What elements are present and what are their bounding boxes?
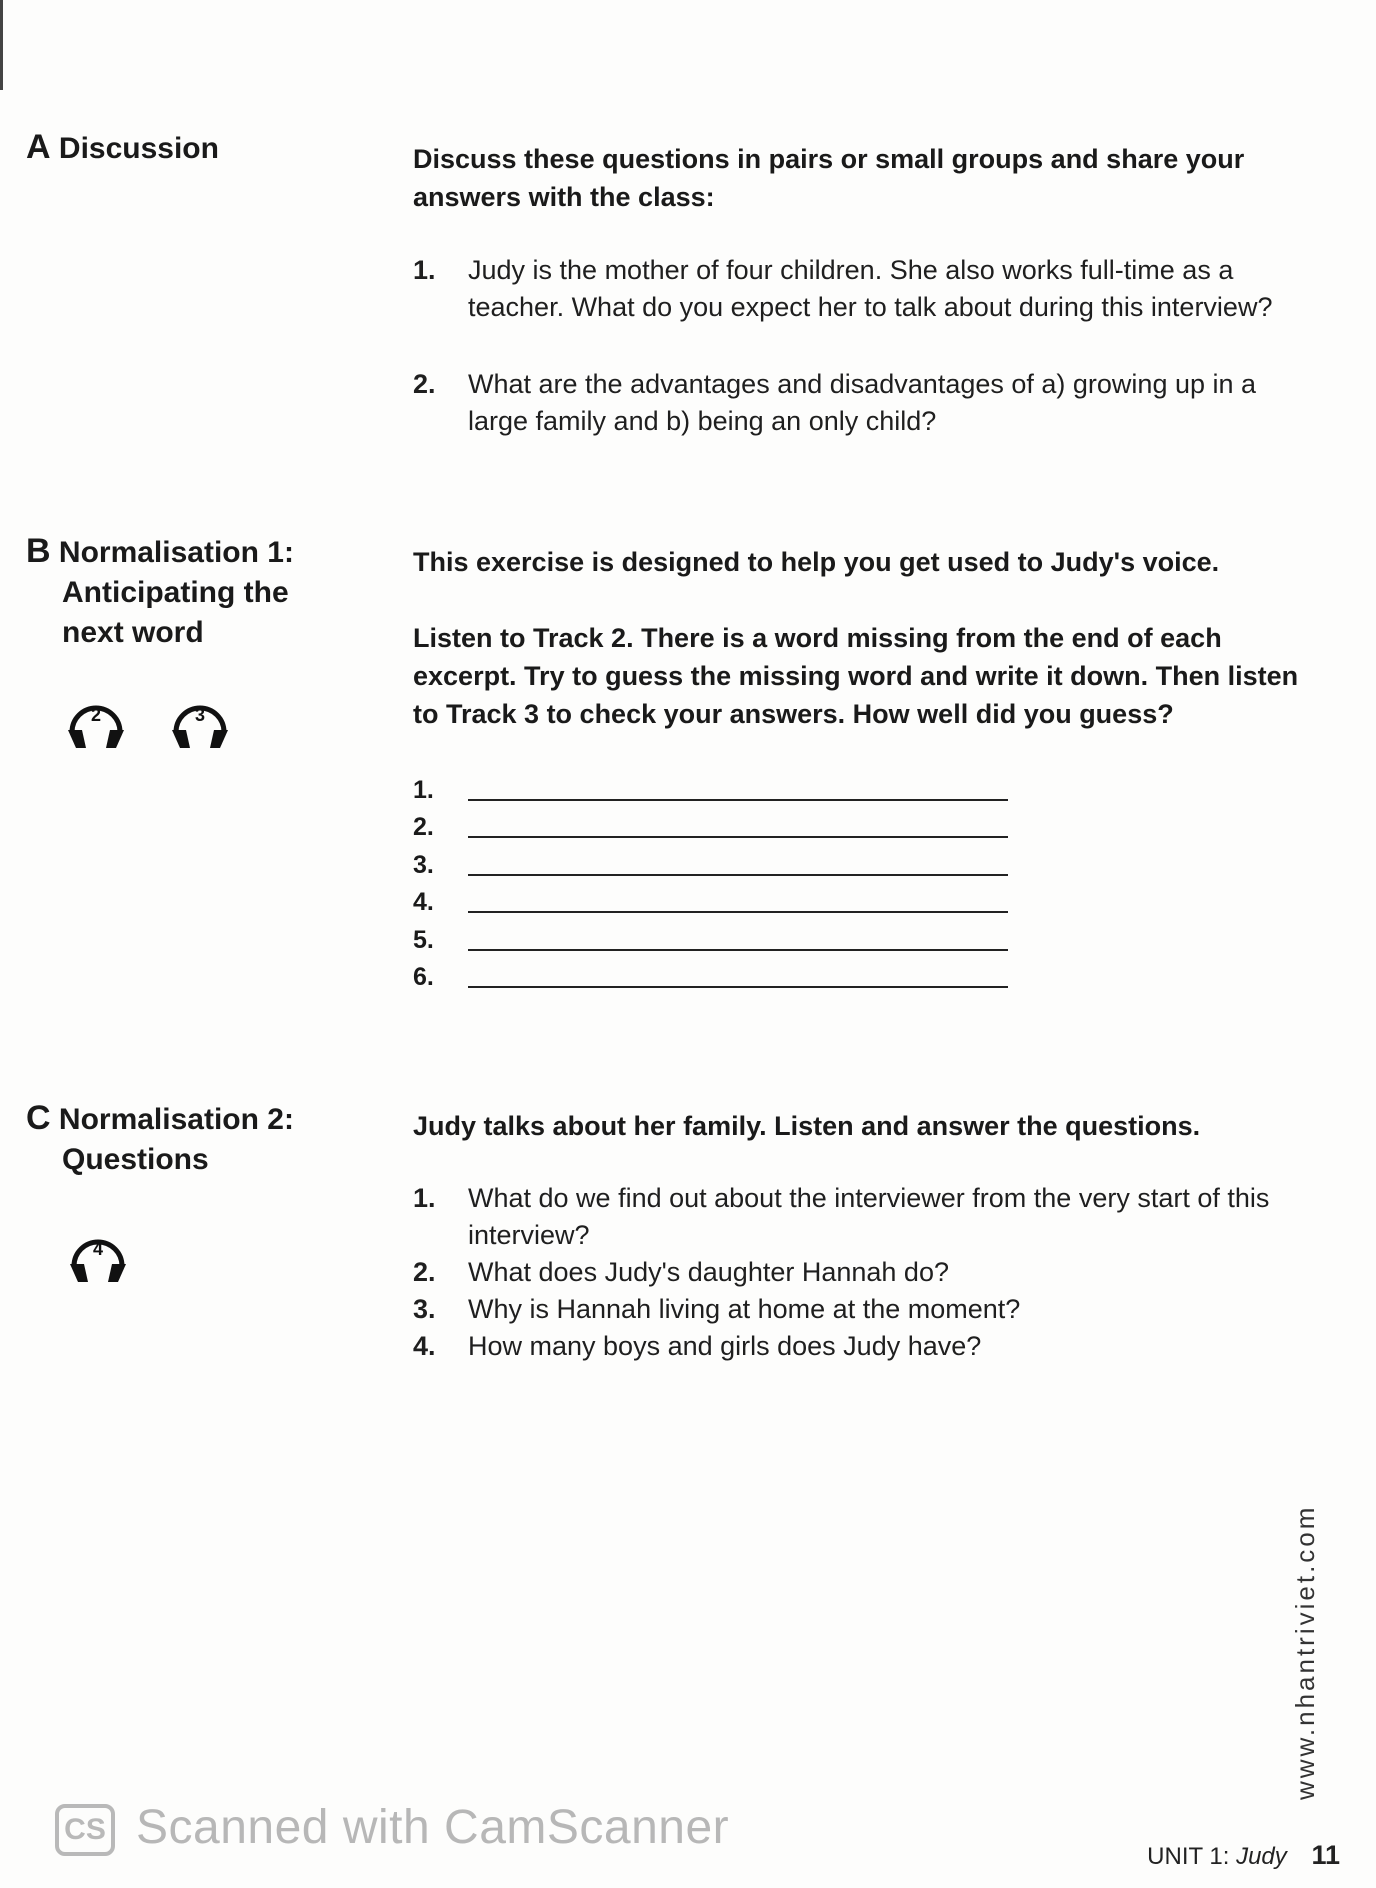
answer-blank-row <box>413 805 1008 843</box>
list-item <box>413 1180 1313 1254</box>
page-number: 11 <box>1311 1840 1340 1870</box>
list-item <box>413 252 1313 326</box>
section-b-intro: This exercise is designed to help you get used to Judy's voice. <box>413 547 1220 577</box>
section-a-heading <box>26 127 326 169</box>
blank-number: 2. <box>413 813 434 841</box>
track-number: 3 <box>194 705 206 725</box>
track-number: 2 <box>90 705 102 725</box>
question-number: 4. <box>413 1331 436 1361</box>
question-text: What are the advantages and disadvantages of a) growing up in a large family and b) being an only child? <box>468 369 1257 436</box>
answer-line[interactable] <box>468 836 1008 838</box>
list-item <box>413 1254 1313 1291</box>
section-c-title-line2: Questions <box>62 1143 209 1176</box>
question-text: Judy is the mother of four children. She also works full-time as a teacher. What do you expect her to talk about during this interview? <box>468 255 1273 322</box>
question-text: What do we find out about the interviewer from the very start of this interview? <box>468 1183 1270 1250</box>
section-c-intro: Judy talks about her family. Listen and answer the questions. <box>413 1111 1201 1141</box>
track-number: 4 <box>92 1239 104 1259</box>
answer-blank-row <box>413 767 1008 805</box>
blank-number: 1. <box>413 775 434 804</box>
section-b-title-line1: Normalisation 1: <box>58 536 294 569</box>
question-text: Why is Hannah living at home at the moment? <box>468 1294 1021 1324</box>
question-number: 1. <box>413 255 436 285</box>
answer-blank-row <box>413 955 1008 993</box>
answer-blank-row <box>413 917 1008 955</box>
section-c-letter: C <box>26 1099 51 1137</box>
question-number: 2. <box>413 1257 436 1287</box>
section-b-title-line2: Anticipating the <box>62 576 289 609</box>
question-number: 3. <box>413 1294 436 1324</box>
headphones-icon <box>64 1222 132 1284</box>
section-b-heading <box>26 531 326 653</box>
section-a-intro: Discuss these questions in pairs or small groups and share your answers with the class: <box>413 144 1245 212</box>
answer-line[interactable] <box>468 949 1008 951</box>
page-footer <box>1147 1840 1340 1871</box>
list-item <box>413 366 1313 440</box>
blank-number: 4. <box>413 888 434 916</box>
answer-blank-row <box>413 842 1008 880</box>
camscanner-logo-icon: CS <box>55 1804 115 1856</box>
section-c-title-line1: Normalisation 2: <box>58 1103 294 1136</box>
list-item <box>413 1291 1313 1328</box>
blank-number: 3. <box>413 850 434 879</box>
section-b-instructions: Listen to Track 2. There is a word missing from the end of each excerpt. Try to guess the missing word and write it down. Then listen to Track 3 to check your answers. How well did you guess? <box>413 623 1299 729</box>
scan-edge <box>0 0 3 90</box>
answer-line[interactable] <box>468 911 1008 913</box>
section-b-answer-blanks <box>413 767 1008 992</box>
watermark-text: Scanned with CamScanner <box>136 1801 730 1854</box>
section-c-heading <box>26 1098 326 1180</box>
section-a-letter: A <box>26 128 51 166</box>
question-number: 1. <box>413 1183 436 1213</box>
section-a-title: Discussion <box>58 132 219 165</box>
list-item <box>413 1328 1313 1365</box>
answer-blank-row <box>413 880 1008 918</box>
side-url: www.nhantriviet.com <box>1290 1504 1320 1800</box>
section-b-letter: B <box>26 532 51 570</box>
answer-line[interactable] <box>468 986 1008 988</box>
blank-number: 5. <box>413 925 434 954</box>
footer-unit: UNIT 1: <box>1147 1843 1230 1870</box>
question-text: How many boys and girls does Judy have? <box>468 1331 982 1361</box>
question-number: 2. <box>413 369 436 399</box>
section-a-questions <box>413 252 1313 440</box>
headphones-icon <box>166 688 234 750</box>
section-c-questions <box>413 1180 1313 1365</box>
footer-subject: Judy <box>1236 1843 1287 1870</box>
blank-number: 6. <box>413 963 434 991</box>
headphones-icon <box>62 688 130 750</box>
question-text: What does Judy's daughter Hannah do? <box>468 1257 949 1287</box>
section-b-title-line3: next word <box>62 616 204 649</box>
answer-line[interactable] <box>468 874 1008 876</box>
answer-line[interactable] <box>468 799 1008 801</box>
